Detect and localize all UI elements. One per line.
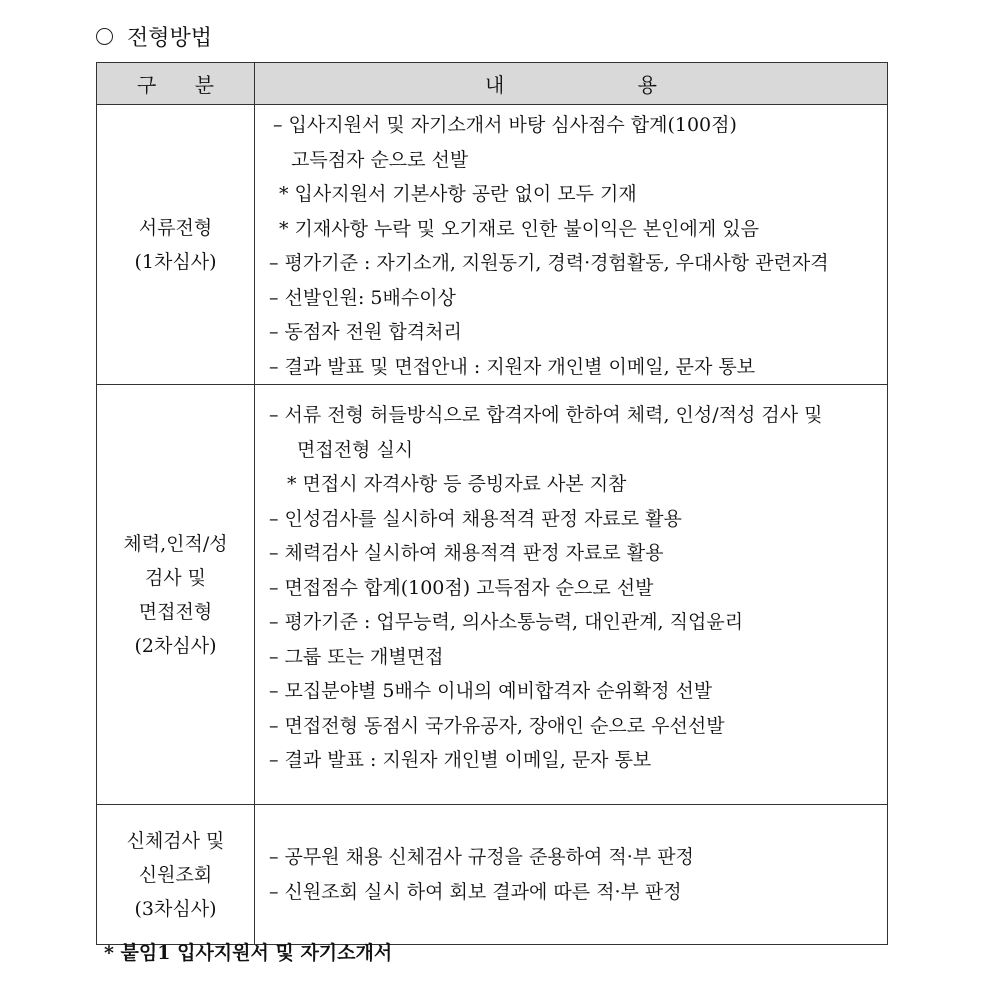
content-line: 고득점자 순으로 선발	[291, 148, 469, 171]
category-line: 체력,인적/성	[123, 532, 228, 555]
content-line: – 그룹 또는 개별면접	[269, 645, 444, 668]
category-cell	[97, 805, 255, 945]
content-line: – 면접점수 합계(100점) 고득점자 순으로 선발	[269, 576, 654, 599]
section-heading	[96, 18, 212, 54]
content-line: – 동점자 전원 합격처리	[269, 321, 462, 343]
header-content: 내 용	[255, 63, 888, 105]
content-line: – 입사지원서 및 자기소개서 바탕 심사점수 합계(100점)	[273, 114, 737, 136]
content-line: 면접전형 실시	[297, 438, 414, 461]
content-cell	[255, 105, 888, 385]
content-line: – 인성검사를 실시하여 채용적격 판정 자료로 활용	[269, 507, 682, 530]
category-cell	[97, 385, 255, 805]
category-line: 신원조회	[138, 863, 213, 886]
content-line: – 평가기준 : 자기소개, 지원동기, 경력·경험활동, 우대사항 관련자격	[269, 252, 829, 274]
category-cell	[97, 105, 255, 385]
category-line: 검사 및	[144, 566, 207, 589]
table-row	[97, 105, 888, 385]
circle-bullet-icon	[96, 28, 113, 45]
content-line: * 입사지원서 기본사항 공란 없이 모두 기재	[279, 183, 637, 205]
content-line: * 기재사항 누락 및 오기재로 인한 불이익은 본인에게 있음	[279, 217, 759, 240]
category-line: 서류전형	[138, 216, 213, 239]
content-line: – 평가기준 : 업무능력, 의사소통능력, 대인관계, 직업윤리	[269, 611, 744, 633]
content-line: – 결과 발표 : 지원자 개인별 이메일, 문자 통보	[269, 749, 652, 771]
content-cell	[255, 805, 888, 945]
content-line: – 신원조회 실시 하여 회보 결과에 따른 적·부 판정	[269, 880, 682, 903]
category-line: (3차심사)	[134, 897, 217, 920]
content-line: – 선발인원: 5배수이상	[269, 286, 456, 309]
category-line: (2차심사)	[134, 634, 217, 657]
content-line: * 면접시 자격사항 등 증빙자료 사본 지참	[287, 473, 627, 495]
content-line: – 체력검사 실시하여 채용적격 판정 자료로 활용	[269, 542, 664, 564]
content-cell	[255, 385, 888, 805]
selection-method-table	[96, 62, 888, 945]
content-line: – 공무원 채용 신체검사 규정을 준용하여 적·부 판정	[269, 846, 694, 868]
content-line: – 결과 발표 및 면접안내 : 지원자 개인별 이메일, 문자 통보	[269, 355, 756, 378]
content-line: – 면접전형 동점시 국가유공자, 장애인 순으로 우선선발	[269, 714, 725, 737]
table-header-row	[97, 63, 888, 105]
footnote: * 붙임1 입사지원서 및 자기소개서	[104, 942, 393, 964]
category-line: 신체검사 및	[126, 829, 225, 852]
content-line: – 서류 전형 허들방식으로 합격자에 한하여 체력, 인성/적성 검사 및	[269, 404, 823, 426]
table-row	[97, 385, 888, 805]
category-line: 면접전형	[138, 600, 213, 623]
heading-text: 전형방법	[127, 25, 213, 51]
category-line: (1차심사)	[134, 250, 217, 273]
table-row	[97, 805, 888, 945]
header-category: 구 분	[97, 63, 255, 105]
content-line: – 모집분야별 5배수 이내의 예비합격자 순위확정 선발	[269, 680, 713, 702]
